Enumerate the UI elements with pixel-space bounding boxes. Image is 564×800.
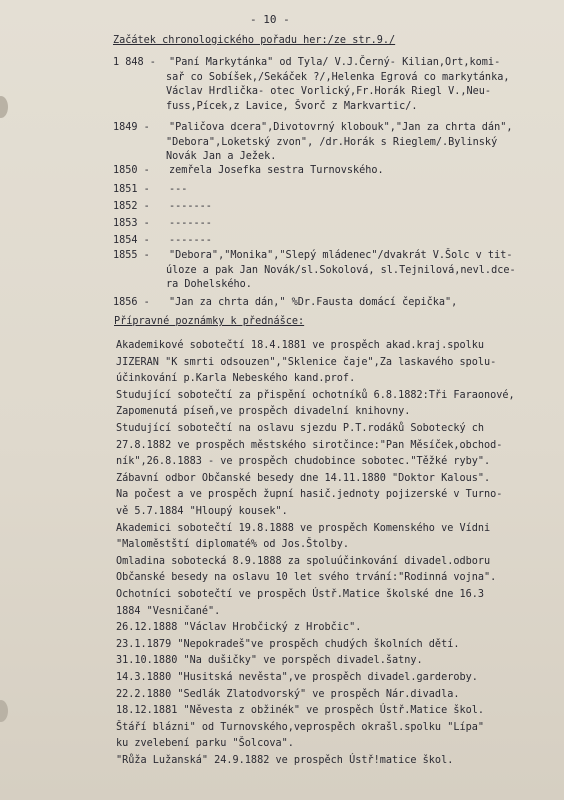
entry-year: 1850 - <box>113 165 150 176</box>
note-line: 22.2.1880 "Sedlák Zlatodvorský" ve prospěch Nár.divadla. <box>116 688 460 700</box>
entry-text-line: ra Dohelského. <box>166 279 252 290</box>
note-line: Akademici sobotečtí 19.8.1888 ve prospěch Komenského ve Vídni <box>116 522 491 534</box>
entry-year: 1852 - <box>113 201 150 212</box>
entry-text-line: Václav Hrdlička- otec Vorlický,Fr.Horák Riegl V.,Neu- <box>166 86 492 97</box>
note-line: "Růža Lužanská" 24.9.1882 ve prospěch Ústř!matice škol. <box>116 755 454 766</box>
note-line: Zábavní odbor Občanské besedy dne 14.11.1880 "Doktor Kalous". <box>116 472 491 484</box>
note-line: 14.3.1880 "Husitská nevěsta",ve prospěch divadel.garderoby. <box>116 672 478 683</box>
entry-text-line: --- <box>169 184 188 195</box>
note-line: Akademikové sobotečtí 18.4.1881 ve prospěch akad.kraj.spolku <box>116 340 485 351</box>
note-line: Na počest a ve prospěch župní hasič.jednoty pojizerské v Turno- <box>116 489 503 501</box>
note-line: Ochotníci sobotečtí ve prospěch Ústř.Matice školské dne 16.3 <box>116 589 485 600</box>
note-line: Omladina sobotecká 8.9.1888 za spoluúčinkování divadel.odboru <box>116 555 491 567</box>
note-line: ník",26.8.1883 - ve prospěch chudobince sobotec."Těžké ryby". <box>116 456 491 468</box>
note-line: 31.10.1880 "Na dušičky" ve porspěch divadel.šatny. <box>116 655 423 667</box>
entry-text-line: "Debora","Monika","Slepý mládenec"/dvakrát V.Šolc v tit- <box>169 250 513 261</box>
entry-text-line: ------- <box>169 218 212 229</box>
note-line: 18.12.1881 "Něvesta z obžinék" ve prospěch Ústř.Matice škol. <box>116 705 485 717</box>
note-line: Občanské besedy na oslavu 10 let svého trvání:"Rodinná vojna". <box>116 572 497 584</box>
note-line: Štáří blázni" od Turnovského,veprospěch okrašl.spolku "Lípa" <box>116 721 485 733</box>
entry-text-line: zemřela Josefka sestra Turnovského. <box>169 165 384 176</box>
note-line: Zapomenutá píseň,ve prospěch divadelní knihovny. <box>116 406 411 418</box>
note-line: 23.1.1879 "Nepokradeš"ve prospěch chudých školních dětí. <box>116 638 460 650</box>
entry-text-line: fuss,Pícek,z Lavice, Švorč z Markvartic/. <box>166 100 418 112</box>
note-line: Studující sobotečtí za přispění ochotníků 6.8.1882:Tři Faraonové, <box>116 389 515 401</box>
note-line: ku zvelebení parku "Šolcova". <box>116 738 294 750</box>
entry-text-line: ------- <box>169 201 212 212</box>
entry-year: 1855 - <box>113 250 150 261</box>
heading: Začátek chronologického pořadu her:/ze str.9./ <box>113 35 396 46</box>
note-line: 26.12.1888 "Václav Hrobčický z Hrobčic". <box>116 622 362 634</box>
notes-heading: Přípravné poznámky k přednášce: <box>114 316 305 327</box>
entry-text-line: ------- <box>169 235 212 246</box>
entry-text-line: sař co Sobíšek,/Sekáček ?/,Helenka Egrová co markytánka, <box>166 71 510 83</box>
note-line: 1884 "Vesničané". <box>116 605 221 617</box>
page-number: - 10 - <box>250 13 290 26</box>
entry-text-line: "Paní Markytánka" od Tyla/ V.J.Černý- Kilian,Ort,komi- <box>169 57 501 68</box>
entry-text-line: úloze a pak Jan Novák/sl.Sokolová, sl.Tejnilová,nevl.dce- <box>166 264 516 276</box>
entry-text-line: "Debora",Loketský zvon", /dr.Horák s Rieglem/.Bylinský <box>166 136 498 148</box>
entry-text-line: Novák Jan a Ježek. <box>166 151 277 162</box>
note-line: 27.8.1882 ve prospěch městského sirotčince:"Pan Měsíček,obchod- <box>116 439 503 451</box>
note-line: Studující sobotečtí na oslavu sjezdu P.T.rodáků Sobotecký ch <box>116 423 485 434</box>
note-line: "Maloměstští diplomaté% od Jos.Štolby. <box>116 539 350 551</box>
entry-year: 1 848 - <box>113 57 156 68</box>
note-line: JIZERAN "K smrti odsouzen","Sklenice čaje",Za laskavého spolu- <box>116 356 497 368</box>
punch-hole <box>0 96 8 118</box>
entry-year: 1854 - <box>113 235 150 246</box>
punch-hole <box>0 700 8 722</box>
note-line: účinkování p.Karla Nebeského kand.prof. <box>116 373 356 385</box>
entry-text-line: "Jan za chrta dán," %Dr.Fausta domácí čepička", <box>169 297 458 308</box>
note-line: vě 5.7.1884 "Hloupý kousek". <box>116 506 288 517</box>
entry-year: 1849 - <box>113 122 150 133</box>
entry-year: 1851 - <box>113 184 150 195</box>
entry-year: 1856 - <box>113 297 150 308</box>
entry-year: 1853 - <box>113 218 150 229</box>
entry-text-line: "Paličova dcera",Divotovrný klobouk","Jan za chrta dán", <box>169 122 513 133</box>
